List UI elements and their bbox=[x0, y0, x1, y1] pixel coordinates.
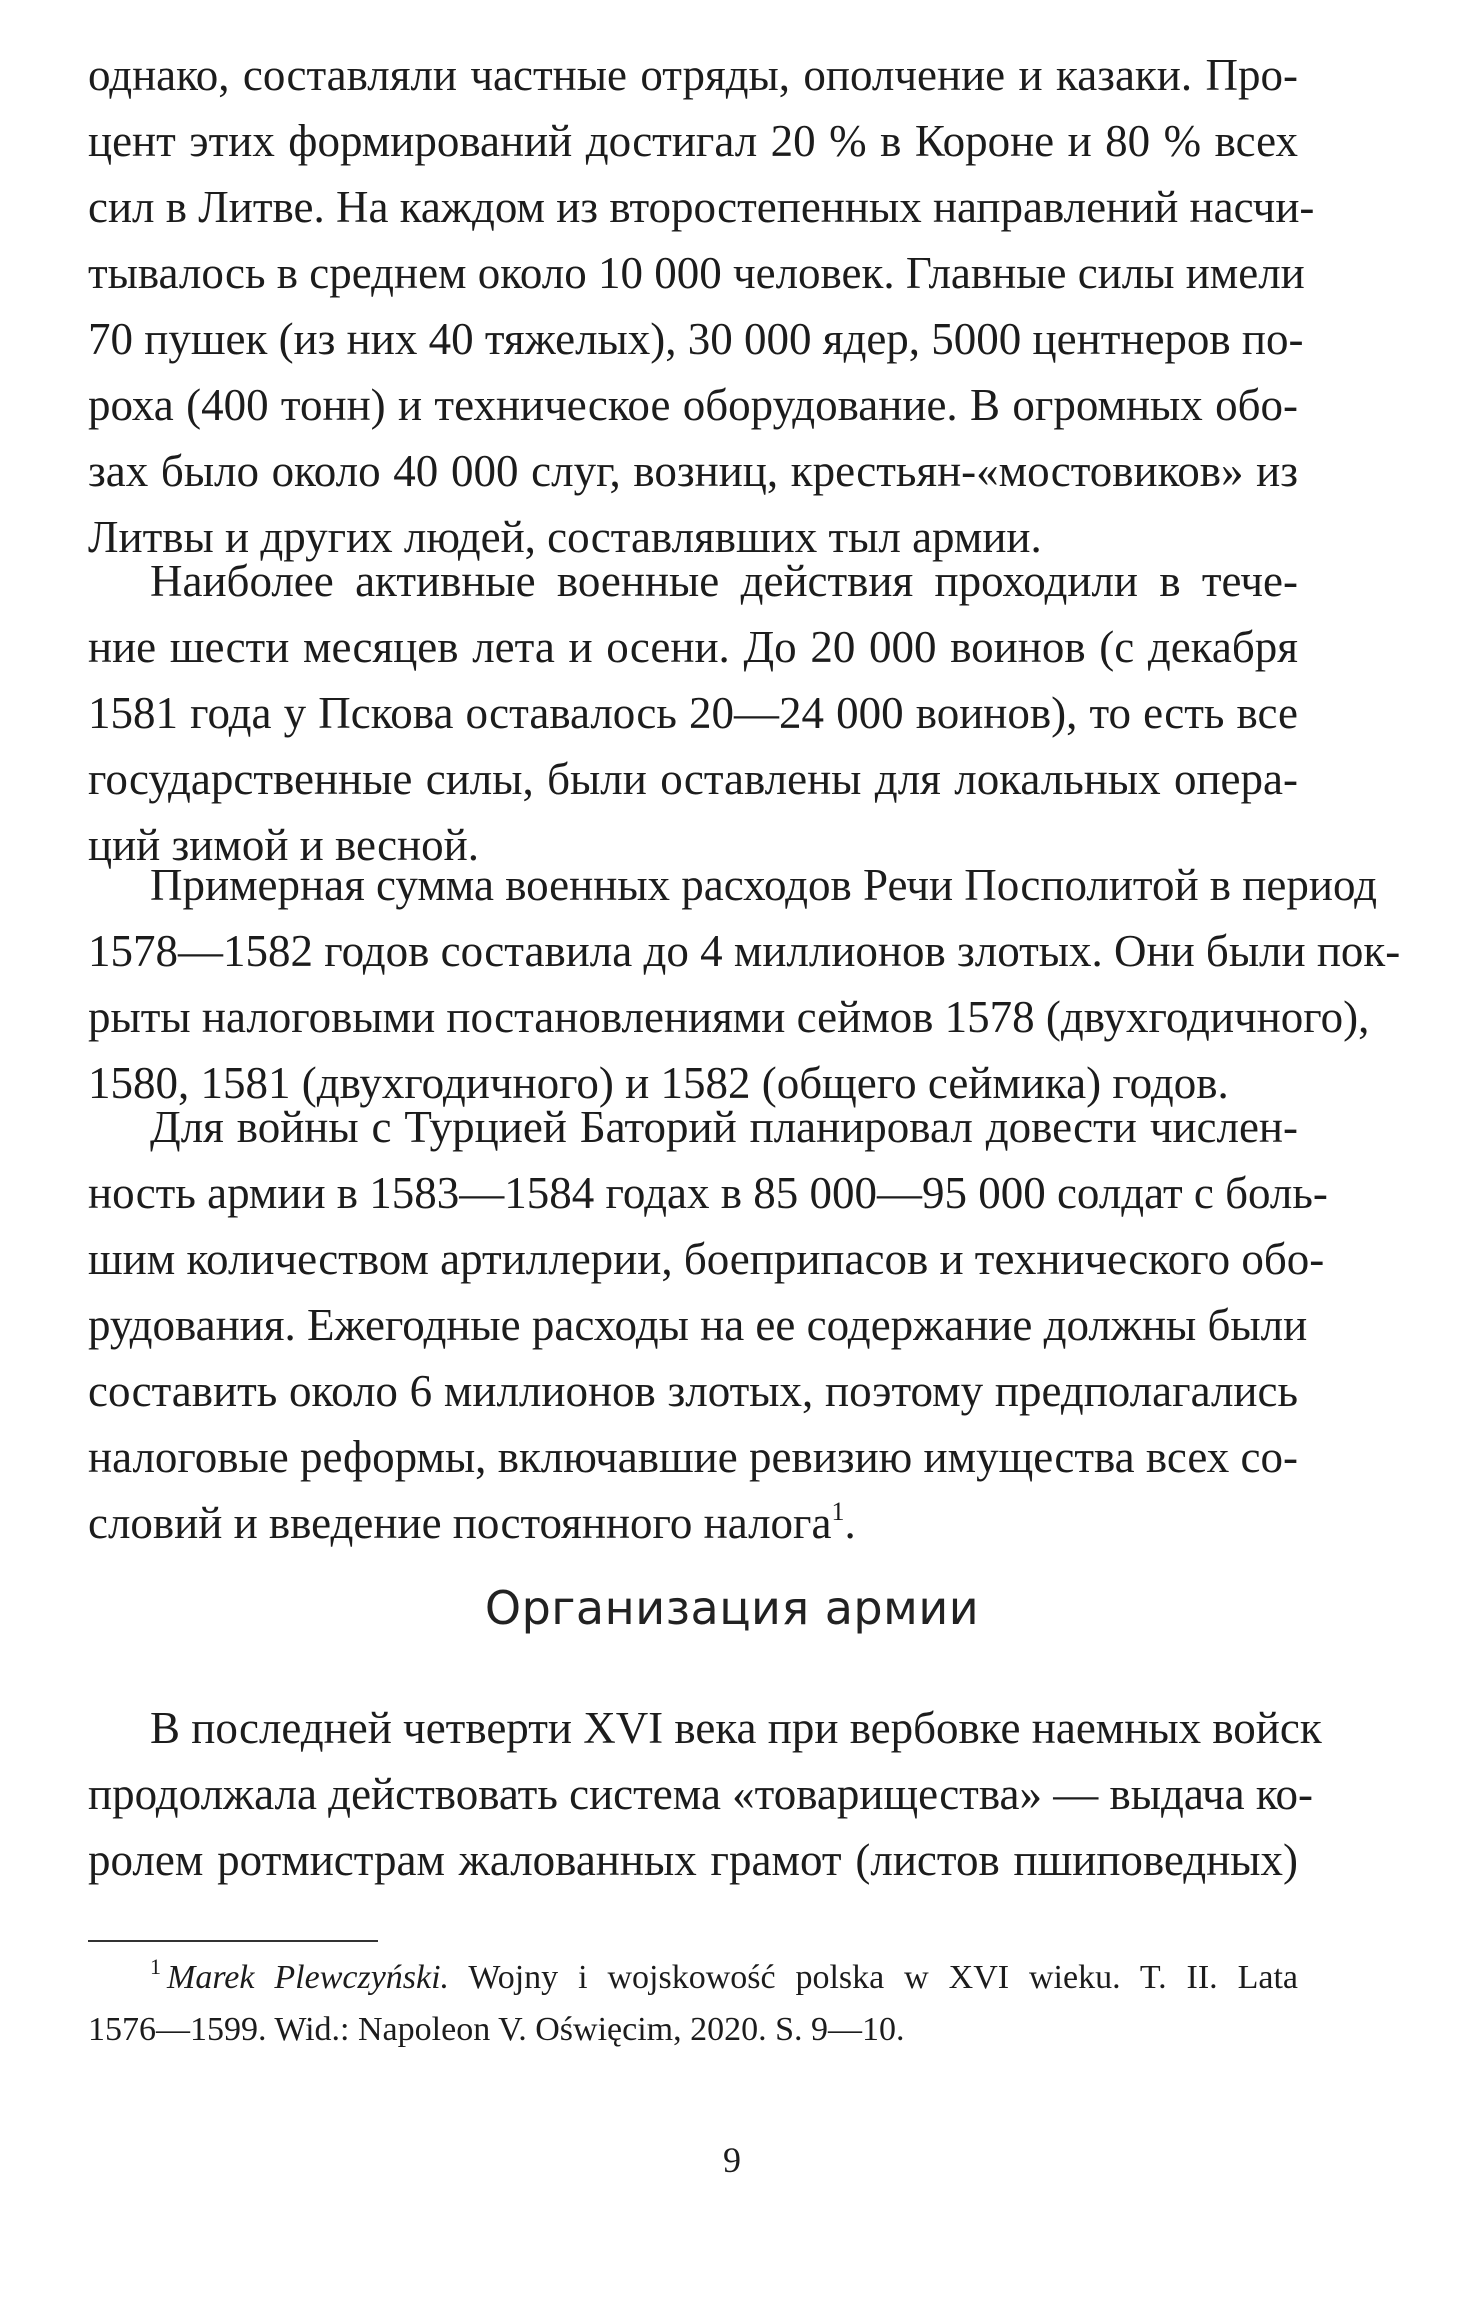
text-line: сил в Литве. На каждом из второстепенных направлений насчи- bbox=[88, 182, 1315, 232]
text-line: составить около 6 миллионов злотых, поэтому предполагались bbox=[88, 1366, 1298, 1416]
paragraph-war-with-turkey bbox=[88, 1094, 1328, 1556]
text-line: шим количеством артиллерии, боеприпасов и технического обо- bbox=[88, 1234, 1325, 1284]
footnote-marker: 1 bbox=[150, 1954, 161, 1979]
text-line: цент этих формирований достигал 20 % в Короне и 80 % всех bbox=[88, 116, 1298, 166]
footnote-divider bbox=[88, 1940, 378, 1942]
paragraph-continuation bbox=[88, 42, 1315, 570]
text-line bbox=[88, 1490, 1298, 1556]
footnote-text: Wojny i wojskowość polska w XVI wieku. T. II. Lata bbox=[449, 1959, 1298, 1996]
paragraph-military-expenses bbox=[88, 852, 1401, 1116]
footnote-reference[interactable]: 1 bbox=[831, 1497, 845, 1526]
text-line: государственные силы, были оставлены для локальных опера- bbox=[88, 754, 1298, 804]
text-line: Примерная сумма военных расходов Речи Посполитой в период bbox=[150, 860, 1378, 910]
text-line: Литвы и других людей, составлявших тыл армии. bbox=[88, 512, 1042, 562]
text-line: однако, составляли частные отряды, ополчение и казаки. Про- bbox=[88, 50, 1298, 100]
text-line: налоговые реформы, включавшие ревизию имущества всех со- bbox=[88, 1432, 1298, 1482]
text-line: 1578—1582 годов составила до 4 миллионов злотых. Они были пок- bbox=[88, 926, 1401, 976]
text-line: роха (400 тонн) и техническое оборудование. В огромных обо- bbox=[88, 380, 1298, 430]
text-line: ность армии в 1583—1584 годах в 85 000—95 000 солдат с боль- bbox=[88, 1168, 1328, 1218]
footnote-author: Marek Plewczyński. bbox=[167, 1959, 450, 1996]
section-heading: Организация армии bbox=[484, 1581, 980, 1635]
text-line: 1581 года у Пскова оставалось 20—24 000 воинов), то есть все bbox=[88, 688, 1298, 738]
text-line: тывалось в среднем около 10 000 человек. Главные силы имели bbox=[88, 248, 1305, 298]
paragraph-military-actions bbox=[88, 548, 1298, 878]
line-end-punctuation: . bbox=[844, 1498, 856, 1548]
text-line-content: словий и введение постоянного налога bbox=[88, 1498, 832, 1548]
page-number: 9 bbox=[723, 2140, 741, 2180]
footnote bbox=[88, 1952, 1298, 2056]
text-line: рудования. Ежегодные расходы на ее содержание должны были bbox=[88, 1300, 1308, 1350]
paragraph-army-organization bbox=[88, 1695, 1322, 1893]
text-line: 70 пушек (из них 40 тяжелых), 30 000 ядер, 5000 центнеров по- bbox=[88, 314, 1304, 364]
footnote-line: 1576—1599. Wid.: Napoleon V. Oświęcim, 2020. S. 9—10. bbox=[88, 2011, 905, 2048]
text-line: ние шести месяцев лета и осени. До 20 000 воинов (с декабря bbox=[88, 622, 1298, 672]
text-line: Для войны с Турцией Баторий планировал довести числен- bbox=[150, 1102, 1298, 1152]
text-line: ций зимой и весной. bbox=[88, 820, 479, 870]
text-line: В последней четверти XVI века при вербовке наемных войск bbox=[150, 1703, 1322, 1753]
text-line: ролем ротмистрам жалованных грамот (листов пшиповедных) bbox=[88, 1835, 1298, 1885]
footnote-line bbox=[88, 1952, 1298, 2004]
text-line: 1580, 1581 (двухгодичного) и 1582 (общего сеймика) годов. bbox=[88, 1058, 1229, 1108]
text-line: рыты налоговыми постановлениями сеймов 1578 (двухгодичного), bbox=[88, 992, 1370, 1042]
text-line: зах было около 40 000 слуг, возниц, крестьян-«мостовиков» из bbox=[88, 446, 1298, 496]
text-line: продолжала действовать система «товарищества» — выдача ко- bbox=[88, 1769, 1313, 1819]
text-line: Наиболее активные военные действия проходили в тече- bbox=[150, 556, 1298, 606]
